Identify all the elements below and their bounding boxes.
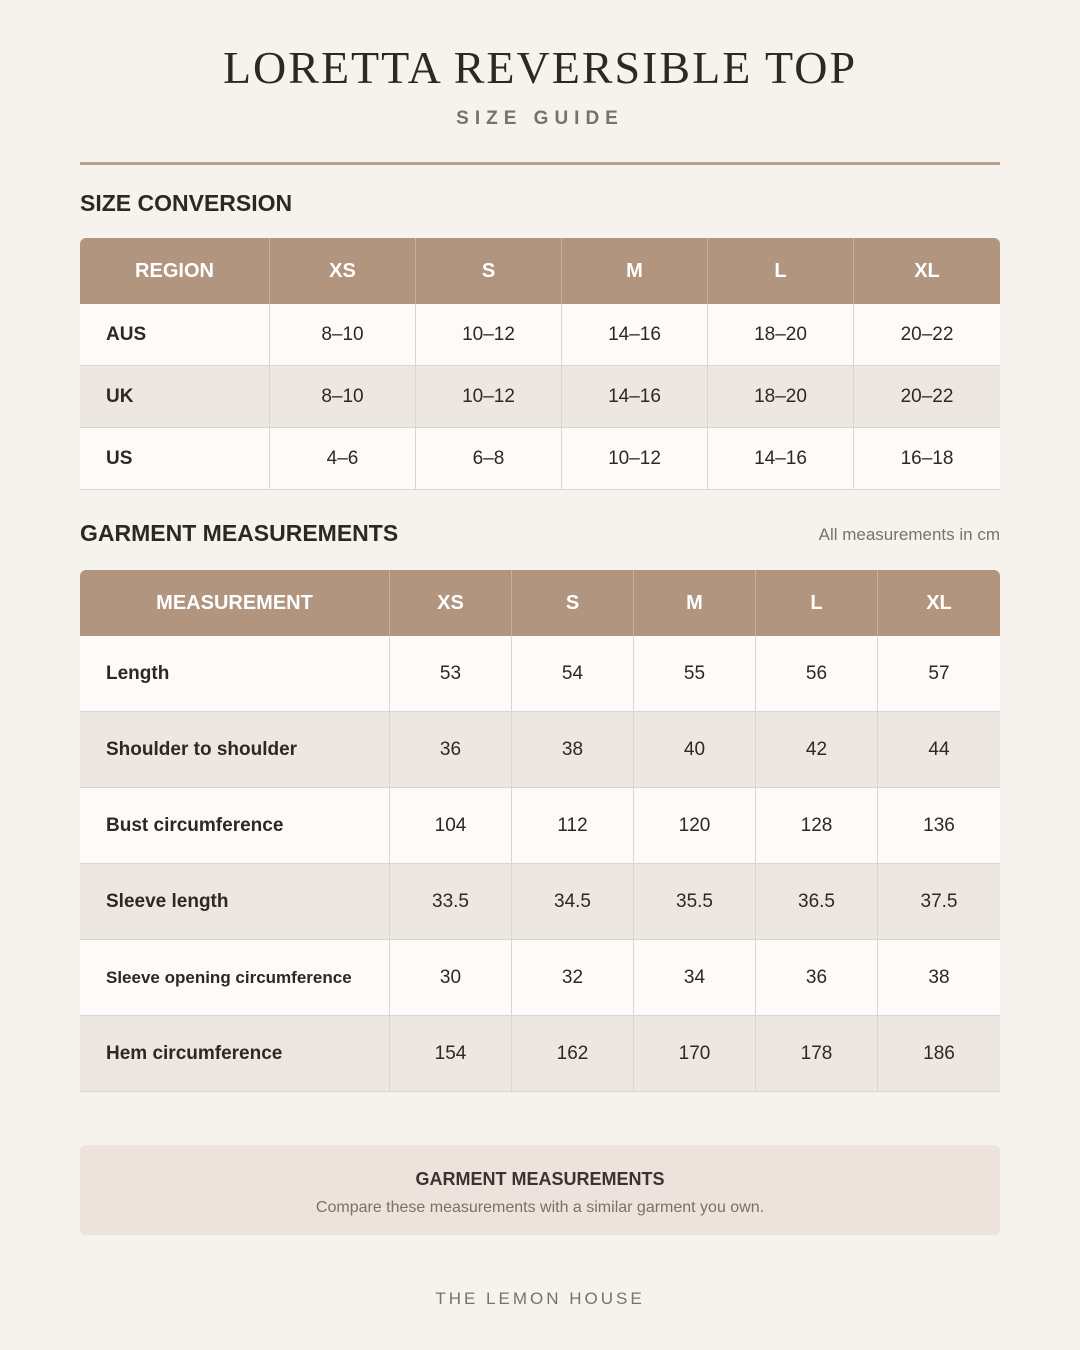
row-label: UK xyxy=(80,366,270,428)
table-cell: 57 xyxy=(878,636,1000,712)
table-cell: 33.5 xyxy=(390,864,512,940)
table-cell: 34 xyxy=(634,940,756,1016)
page-subtitle: SIZE GUIDE xyxy=(456,108,624,129)
table-cell: 20–22 xyxy=(854,304,1000,366)
table-cell: 34.5 xyxy=(512,864,634,940)
table-cell: 55 xyxy=(634,636,756,712)
table-cell: 36 xyxy=(390,712,512,788)
garment-measurements-title: GARMENT MEASUREMENTS xyxy=(80,520,399,546)
brand-footer: THE LEMON HOUSE xyxy=(435,1289,645,1308)
column-header-l: L xyxy=(708,238,854,304)
column-header-measurement: MEASUREMENT xyxy=(80,570,390,636)
table-cell: 10–12 xyxy=(416,366,562,428)
table-cell: 16–18 xyxy=(854,428,1000,490)
row-label: AUS xyxy=(80,304,270,366)
garment-measurements-table xyxy=(80,570,1000,1092)
table-cell: 42 xyxy=(756,712,878,788)
table-cell: 18–20 xyxy=(708,304,854,366)
table-row xyxy=(80,940,1000,1016)
row-label: US xyxy=(80,428,270,490)
column-header-s: S xyxy=(416,238,562,304)
table-row xyxy=(80,1016,1000,1092)
table-cell: 14–16 xyxy=(708,428,854,490)
column-header-region: REGION xyxy=(80,238,270,304)
table-cell: 40 xyxy=(634,712,756,788)
table-cell: 18–20 xyxy=(708,366,854,428)
table-cell: 44 xyxy=(878,712,1000,788)
row-label: Hem circumference xyxy=(80,1016,390,1092)
table-row xyxy=(80,636,1000,712)
table-cell: 170 xyxy=(634,1016,756,1092)
column-header-xl: XL xyxy=(854,238,1000,304)
table-row xyxy=(80,788,1000,864)
table-cell: 32 xyxy=(512,940,634,1016)
column-header-xs: XS xyxy=(270,238,416,304)
table-cell: 36 xyxy=(756,940,878,1016)
table-cell: 54 xyxy=(512,636,634,712)
column-header-s: S xyxy=(512,570,634,636)
column-header-xs: XS xyxy=(390,570,512,636)
table-cell: 104 xyxy=(390,788,512,864)
table-cell: 10–12 xyxy=(416,304,562,366)
column-header-m: M xyxy=(634,570,756,636)
size-conversion-title: SIZE CONVERSION xyxy=(80,190,293,216)
table-cell: 10–12 xyxy=(562,428,708,490)
row-label: Sleeve length xyxy=(80,864,390,940)
table-cell: 162 xyxy=(512,1016,634,1092)
table-cell: 154 xyxy=(390,1016,512,1092)
table-cell: 20–22 xyxy=(854,366,1000,428)
table-cell: 4–6 xyxy=(270,428,416,490)
row-label: Shoulder to shoulder xyxy=(80,712,390,788)
table-cell: 36.5 xyxy=(756,864,878,940)
table-cell: 136 xyxy=(878,788,1000,864)
page-title: LORETTA REVERSIBLE TOP xyxy=(222,42,858,93)
table-cell: 178 xyxy=(756,1016,878,1092)
table-row xyxy=(80,712,1000,788)
note-title: GARMENT MEASUREMENTS xyxy=(415,1169,665,1189)
table-header-row xyxy=(80,570,1000,636)
table-cell: 8–10 xyxy=(270,366,416,428)
units-note: All measurements in cm xyxy=(818,525,1000,544)
table-cell: 6–8 xyxy=(416,428,562,490)
note-text: Compare these measurements with a similar garment you own. xyxy=(315,1199,765,1216)
table-cell: 35.5 xyxy=(634,864,756,940)
table-row xyxy=(80,864,1000,940)
table-cell: 53 xyxy=(390,636,512,712)
table-cell: 14–16 xyxy=(562,366,708,428)
measurement-note-box xyxy=(80,1145,1000,1235)
table-cell: 120 xyxy=(634,788,756,864)
table-row xyxy=(80,428,1000,490)
row-label: Bust circumference xyxy=(80,788,390,864)
table-cell: 30 xyxy=(390,940,512,1016)
table-row xyxy=(80,366,1000,428)
size-conversion-table xyxy=(80,238,1000,490)
table-cell: 112 xyxy=(512,788,634,864)
table-cell: 128 xyxy=(756,788,878,864)
table-cell: 8–10 xyxy=(270,304,416,366)
table-row xyxy=(80,304,1000,366)
row-label: Length xyxy=(80,636,390,712)
table-cell: 37.5 xyxy=(878,864,1000,940)
row-label: Sleeve opening circumference xyxy=(80,940,390,1016)
table-cell: 38 xyxy=(878,940,1000,1016)
column-header-l: L xyxy=(756,570,878,636)
table-cell: 14–16 xyxy=(562,304,708,366)
table-cell: 56 xyxy=(756,636,878,712)
column-header-xl: XL xyxy=(878,570,1000,636)
column-header-m: M xyxy=(562,238,708,304)
header-divider xyxy=(80,162,1000,165)
table-header-row xyxy=(80,238,1000,304)
table-cell: 186 xyxy=(878,1016,1000,1092)
table-cell: 38 xyxy=(512,712,634,788)
